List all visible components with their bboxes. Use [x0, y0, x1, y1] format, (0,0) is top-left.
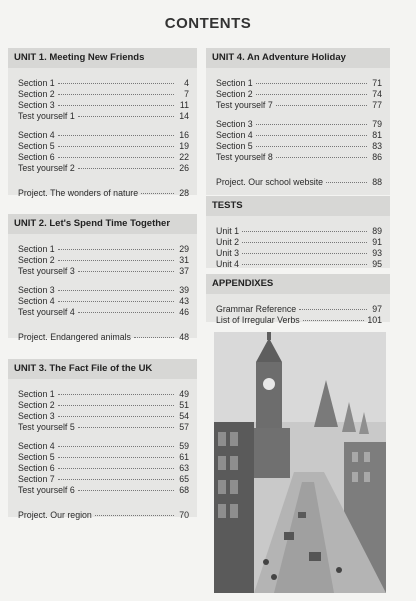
entry-page: 39: [179, 285, 189, 295]
toc-entry: [206, 237, 390, 248]
dot-leader: [242, 242, 367, 243]
unit-title: UNIT 4. An Adventure Holiday: [206, 48, 390, 68]
dot-leader: [276, 157, 367, 158]
toc-entry: [8, 463, 197, 474]
dot-leader: [58, 94, 174, 95]
project-entry: [8, 510, 197, 521]
entry-page: 28: [179, 188, 189, 198]
entry-page: 81: [372, 130, 382, 140]
entry-page: 93: [372, 248, 382, 258]
right-column: [206, 48, 390, 325]
entry-label: Test yourself 2: [18, 163, 75, 173]
toc-entry: [8, 474, 197, 485]
entry-label: Test yourself 5: [18, 422, 75, 432]
toc-entry: [8, 163, 197, 174]
entry-label: Unit 4: [216, 259, 239, 269]
unit-title: TESTS: [206, 196, 390, 216]
entry-label: Section 6: [18, 152, 55, 162]
dot-leader: [58, 290, 174, 291]
dot-leader: [242, 231, 367, 232]
dot-leader: [303, 320, 365, 321]
dot-leader: [58, 405, 174, 406]
entry-page: 51: [179, 400, 189, 410]
entry-label: Unit 3: [216, 248, 239, 258]
entry-label: Project. Our school website: [216, 177, 324, 187]
entry-page: 61: [179, 452, 189, 462]
entry-label: Section 2: [216, 89, 253, 99]
entry-page: 65: [179, 474, 189, 484]
dot-leader: [58, 416, 174, 417]
entry-page: 91: [372, 237, 382, 247]
entry-label: Section 2: [18, 255, 55, 265]
page-title: CONTENTS: [164, 15, 252, 32]
entry-page: 86: [372, 152, 382, 162]
entry-page: 54: [179, 411, 189, 421]
entry-page: 31: [179, 255, 189, 265]
toc-entry: [8, 255, 197, 266]
dot-leader: [58, 83, 174, 84]
toc-entry: [8, 266, 197, 277]
dot-leader: [256, 135, 367, 136]
entry-label: Section 4: [18, 441, 55, 451]
entry-page: 70: [179, 510, 189, 520]
dot-leader: [256, 146, 367, 147]
dot-leader: [78, 427, 174, 428]
toc-entry: [206, 304, 390, 315]
entry-label: List of Irregular Verbs: [216, 315, 300, 325]
dot-leader: [256, 124, 367, 125]
entry-label: Section 5: [216, 141, 253, 151]
entry-label: Section 1: [18, 78, 55, 88]
entry-label: Section 6: [18, 463, 55, 473]
tests-block: [206, 196, 390, 268]
entry-label: Section 4: [216, 130, 253, 140]
toc-entry: [8, 485, 197, 496]
entry-page: 71: [372, 78, 382, 88]
entry-page: 22: [179, 152, 189, 162]
entry-page: 48: [179, 332, 189, 342]
dot-leader: [58, 301, 174, 302]
entry-page: 97: [372, 304, 382, 314]
entry-label: Section 2: [18, 89, 55, 99]
dot-leader: [326, 182, 367, 183]
project-entry: [8, 188, 197, 199]
entry-page: 77: [372, 100, 382, 110]
entry-page: 68: [179, 485, 189, 495]
dot-leader: [58, 157, 174, 158]
entry-label: Section 2: [18, 400, 55, 410]
entry-label: Section 5: [18, 141, 55, 151]
project-entry: [8, 332, 197, 343]
toc-entry: [8, 244, 197, 255]
dot-leader: [58, 146, 174, 147]
unit-title: UNIT 2. Let's Spend Time Together: [8, 214, 197, 234]
entry-page: 83: [372, 141, 382, 151]
toc-entry: [8, 422, 197, 433]
entry-label: Section 3: [18, 100, 55, 110]
dot-leader: [78, 116, 174, 117]
group-spacer: [8, 174, 197, 182]
entry-label: Test yourself 3: [18, 266, 75, 276]
dot-leader: [256, 83, 367, 84]
entry-label: Section 3: [18, 285, 55, 295]
entry-label: Test yourself 6: [18, 485, 75, 495]
entry-page: 74: [372, 89, 382, 99]
entry-page: 16: [179, 130, 189, 140]
dot-leader: [141, 193, 174, 194]
entry-page: 79: [372, 119, 382, 129]
entry-label: Test yourself 8: [216, 152, 273, 162]
dot-leader: [242, 264, 367, 265]
toc-entry: [8, 141, 197, 152]
toc-entry: [206, 119, 390, 130]
entry-page: 88: [372, 177, 382, 187]
entry-page: 59: [179, 441, 189, 451]
toc-entry: [8, 100, 197, 111]
toc-entry: [206, 78, 390, 89]
unit-3-block: [8, 359, 197, 520]
entry-label: Unit 1: [216, 226, 239, 236]
toc-entry: [8, 400, 197, 411]
project-entry: [206, 177, 390, 188]
group-spacer: [8, 122, 197, 130]
entry-label: Section 3: [18, 411, 55, 421]
entry-label: Section 1: [18, 389, 55, 399]
toc-entry: [206, 259, 390, 270]
entry-label: Section 5: [18, 452, 55, 462]
unit-2-block: [8, 214, 197, 342]
toc-entry: [8, 111, 197, 122]
dot-leader: [78, 168, 174, 169]
entry-page: 4: [184, 78, 189, 88]
dot-leader: [299, 309, 367, 310]
dot-leader: [78, 312, 174, 313]
entry-label: Section 4: [18, 130, 55, 140]
group-spacer: [8, 433, 197, 441]
dot-leader: [78, 490, 174, 491]
toc-entry: [8, 452, 197, 463]
entry-page: 26: [179, 163, 189, 173]
dot-leader: [58, 457, 174, 458]
toc-entry: [8, 296, 197, 307]
entry-label: Project. The wonders of nature: [18, 188, 139, 198]
entry-label: Project. Endangered animals: [18, 332, 131, 342]
dot-leader: [58, 135, 174, 136]
toc-entry: [8, 389, 197, 400]
entry-label: Section 7: [18, 474, 55, 484]
dot-leader: [95, 515, 174, 516]
dot-leader: [58, 468, 174, 469]
dot-leader: [276, 105, 367, 106]
toc-entry: [206, 141, 390, 152]
toc-entry: [206, 130, 390, 141]
toc-entry: [8, 89, 197, 100]
entry-label: Grammar Reference: [216, 304, 297, 314]
entry-label: Test yourself 7: [216, 100, 273, 110]
entry-page: 101: [367, 315, 382, 325]
dot-leader: [58, 479, 174, 480]
entry-page: 19: [179, 141, 189, 151]
dot-leader: [58, 105, 174, 106]
left-column: [8, 48, 197, 520]
entry-page: 95: [372, 259, 382, 269]
entry-page: 43: [179, 296, 189, 306]
dot-leader: [134, 337, 174, 338]
toc-entry: [206, 226, 390, 237]
toc-entry: [206, 89, 390, 100]
toc-entry: [206, 315, 390, 326]
dot-leader: [256, 94, 367, 95]
dot-leader: [58, 260, 174, 261]
unit-title: UNIT 1. Meeting New Friends: [8, 48, 197, 68]
entry-label: Section 1: [216, 78, 253, 88]
toc-entry: [8, 130, 197, 141]
toc-entry: [8, 307, 197, 318]
toc-entry: [8, 78, 197, 89]
entry-page: 46: [179, 307, 189, 317]
entry-page: 29: [179, 244, 189, 254]
toc-entry: [206, 100, 390, 111]
dot-leader: [58, 249, 174, 250]
entry-page: 7: [184, 89, 189, 99]
unit-1-block: [8, 48, 197, 198]
group-spacer: [8, 277, 197, 285]
entry-label: Section 4: [18, 296, 55, 306]
entry-page: 49: [179, 389, 189, 399]
entry-page: 11: [179, 100, 189, 110]
dot-leader: [58, 394, 174, 395]
entry-page: 63: [179, 463, 189, 473]
toc-entry: [206, 152, 390, 163]
group-spacer: [206, 111, 390, 119]
toc-entry: [8, 441, 197, 452]
group-spacer: [8, 496, 197, 504]
city-photo: [214, 332, 386, 593]
entry-label: Section 3: [216, 119, 253, 129]
entry-label: Test yourself 4: [18, 307, 75, 317]
toc-entry: [8, 152, 197, 163]
entry-label: Section 1: [18, 244, 55, 254]
dot-leader: [78, 271, 174, 272]
entry-page: 89: [372, 226, 382, 236]
dot-leader: [58, 446, 174, 447]
dot-leader: [242, 253, 367, 254]
entry-page: 37: [179, 266, 189, 276]
entry-label: Test yourself 1: [18, 111, 75, 121]
entry-label: Project. Our region: [18, 510, 92, 520]
toc-entry: [8, 411, 197, 422]
edinburgh-street-illustration: [214, 332, 386, 593]
unit-4-block: [206, 48, 390, 195]
unit-title: APPENDIXES: [206, 274, 390, 294]
appendixes-block: [206, 274, 390, 325]
entry-page: 14: [179, 111, 189, 121]
entry-label: Unit 2: [216, 237, 239, 247]
unit-title: UNIT 3. The Fact File of the UK: [8, 359, 197, 379]
toc-entry: [8, 285, 197, 296]
group-spacer: [206, 163, 390, 171]
entry-page: 57: [179, 422, 189, 432]
group-spacer: [8, 318, 197, 326]
toc-entry: [206, 248, 390, 259]
